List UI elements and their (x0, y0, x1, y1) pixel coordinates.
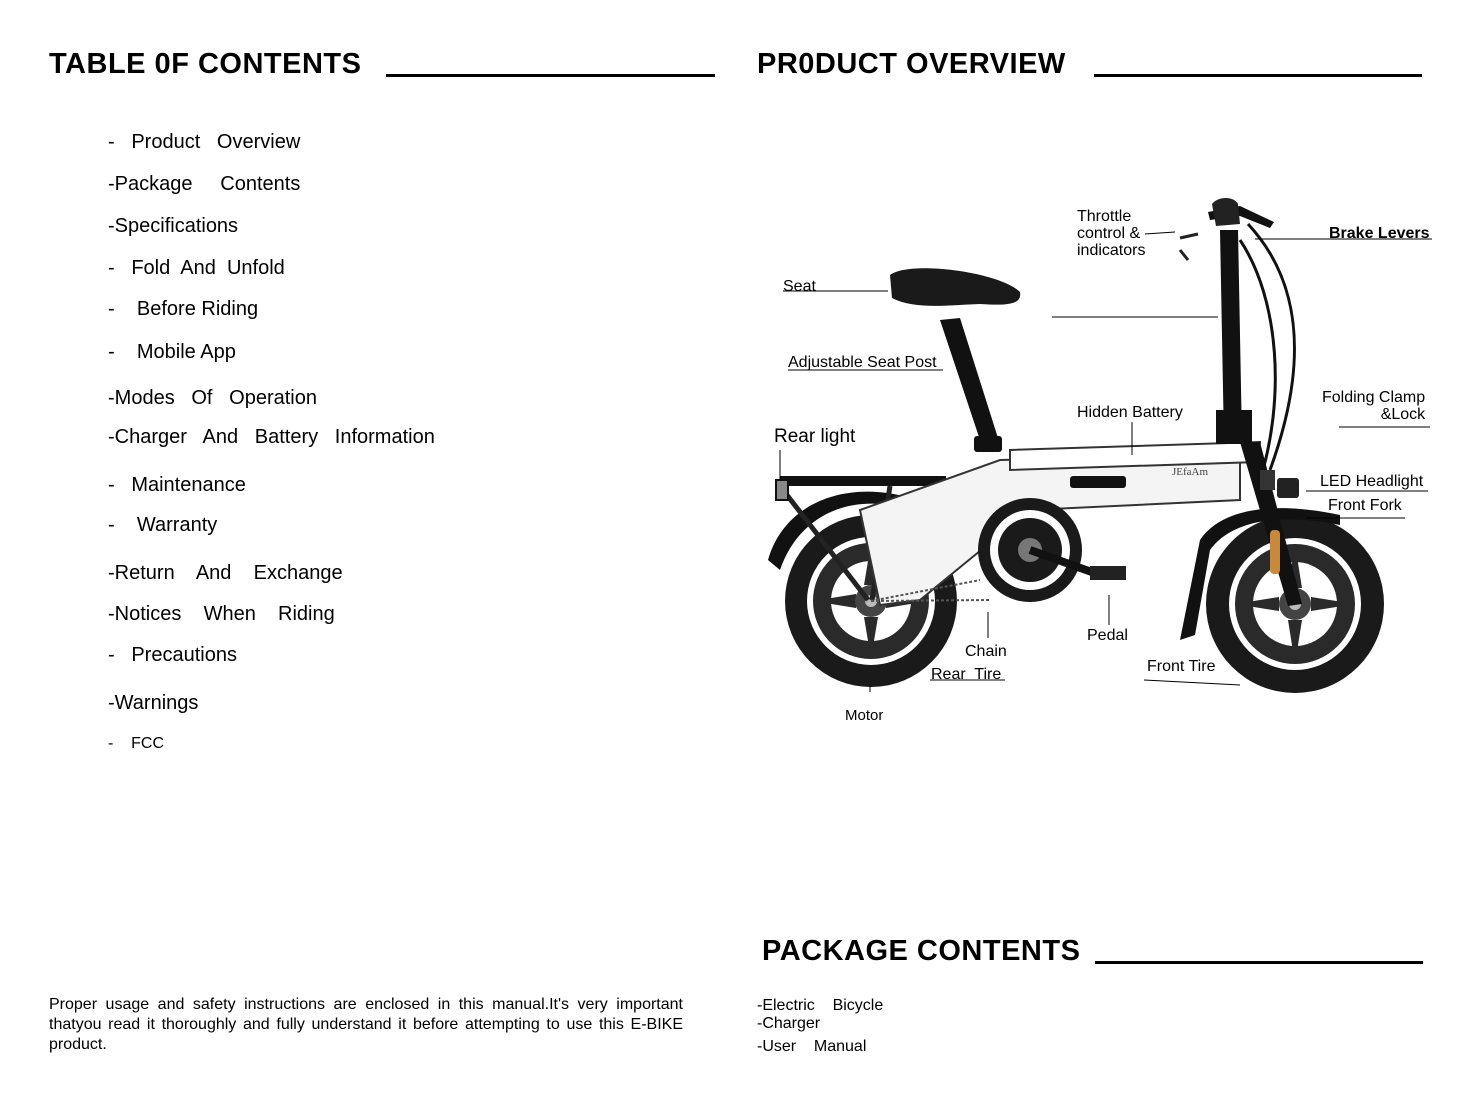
label-brake-levers: Brake Levers (1329, 225, 1430, 242)
intro-paragraph: Proper usage and safety instructions are enclosed in this manual.It's very important thatyou read it thoroughly and fully understand it before attempting to use this E-BIKE product. (49, 996, 683, 1053)
toc-item[interactable]: - Before Riding (108, 298, 259, 320)
label-rear-light: Rear light (774, 426, 856, 447)
toc-item[interactable]: - FCC (108, 735, 164, 752)
toc-heading: TABLE 0F CONTENTS (49, 48, 362, 80)
label-seat: Seat (783, 278, 816, 295)
package-item: -User Manual (757, 1038, 867, 1055)
toc-item[interactable]: -Notices When Riding (108, 603, 335, 625)
label-hidden-battery: Hidden Battery (1077, 404, 1183, 421)
toc-item[interactable]: - Product Overview (108, 131, 301, 153)
overview-heading: PR0DUCT OVERVIEW (757, 48, 1066, 80)
frame-logo: JEfaAm (1172, 466, 1209, 478)
label-front-tire: Front Tire (1147, 658, 1216, 675)
toc-heading-rule (386, 74, 715, 77)
package-item: -Electric Bicycle (757, 997, 884, 1014)
toc-item[interactable]: -Modes Of Operation (108, 387, 317, 409)
package-heading: PACKAGE CONTENTS (762, 935, 1081, 967)
label-folding-clamp: Folding Clamp &Lock (1322, 389, 1426, 423)
label-motor: Motor (845, 707, 884, 724)
toc-item[interactable]: - Mobile App (108, 341, 236, 363)
label-pedal: Pedal (1087, 627, 1128, 644)
label-led-headlight: LED Headlight (1320, 473, 1424, 490)
toc-item[interactable]: -Return And Exchange (108, 562, 343, 584)
package-item: -Charger (757, 1015, 821, 1032)
toc-item[interactable]: - Fold And Unfold (108, 257, 285, 279)
toc-item[interactable]: - Precautions (108, 644, 237, 666)
label-rear-tire: Rear Tire (931, 666, 1002, 683)
label-chain: Chain (965, 643, 1007, 660)
package-heading-rule (1095, 961, 1423, 964)
label-throttle: Throttle control & indicators (1077, 208, 1146, 259)
label-front-fork: Front Fork (1328, 497, 1402, 514)
toc-item[interactable]: - Maintenance (108, 474, 246, 496)
overview-heading-rule (1094, 74, 1422, 77)
label-seat-post: Adjustable Seat Post (788, 354, 937, 371)
toc-item[interactable]: - Warranty (108, 514, 218, 536)
toc-item[interactable]: -Specifications (108, 215, 239, 237)
toc-item[interactable]: -Charger And Battery Information (108, 426, 435, 448)
toc-item[interactable]: -Warnings (108, 692, 199, 714)
toc-item[interactable]: -Package Contents (108, 173, 301, 195)
